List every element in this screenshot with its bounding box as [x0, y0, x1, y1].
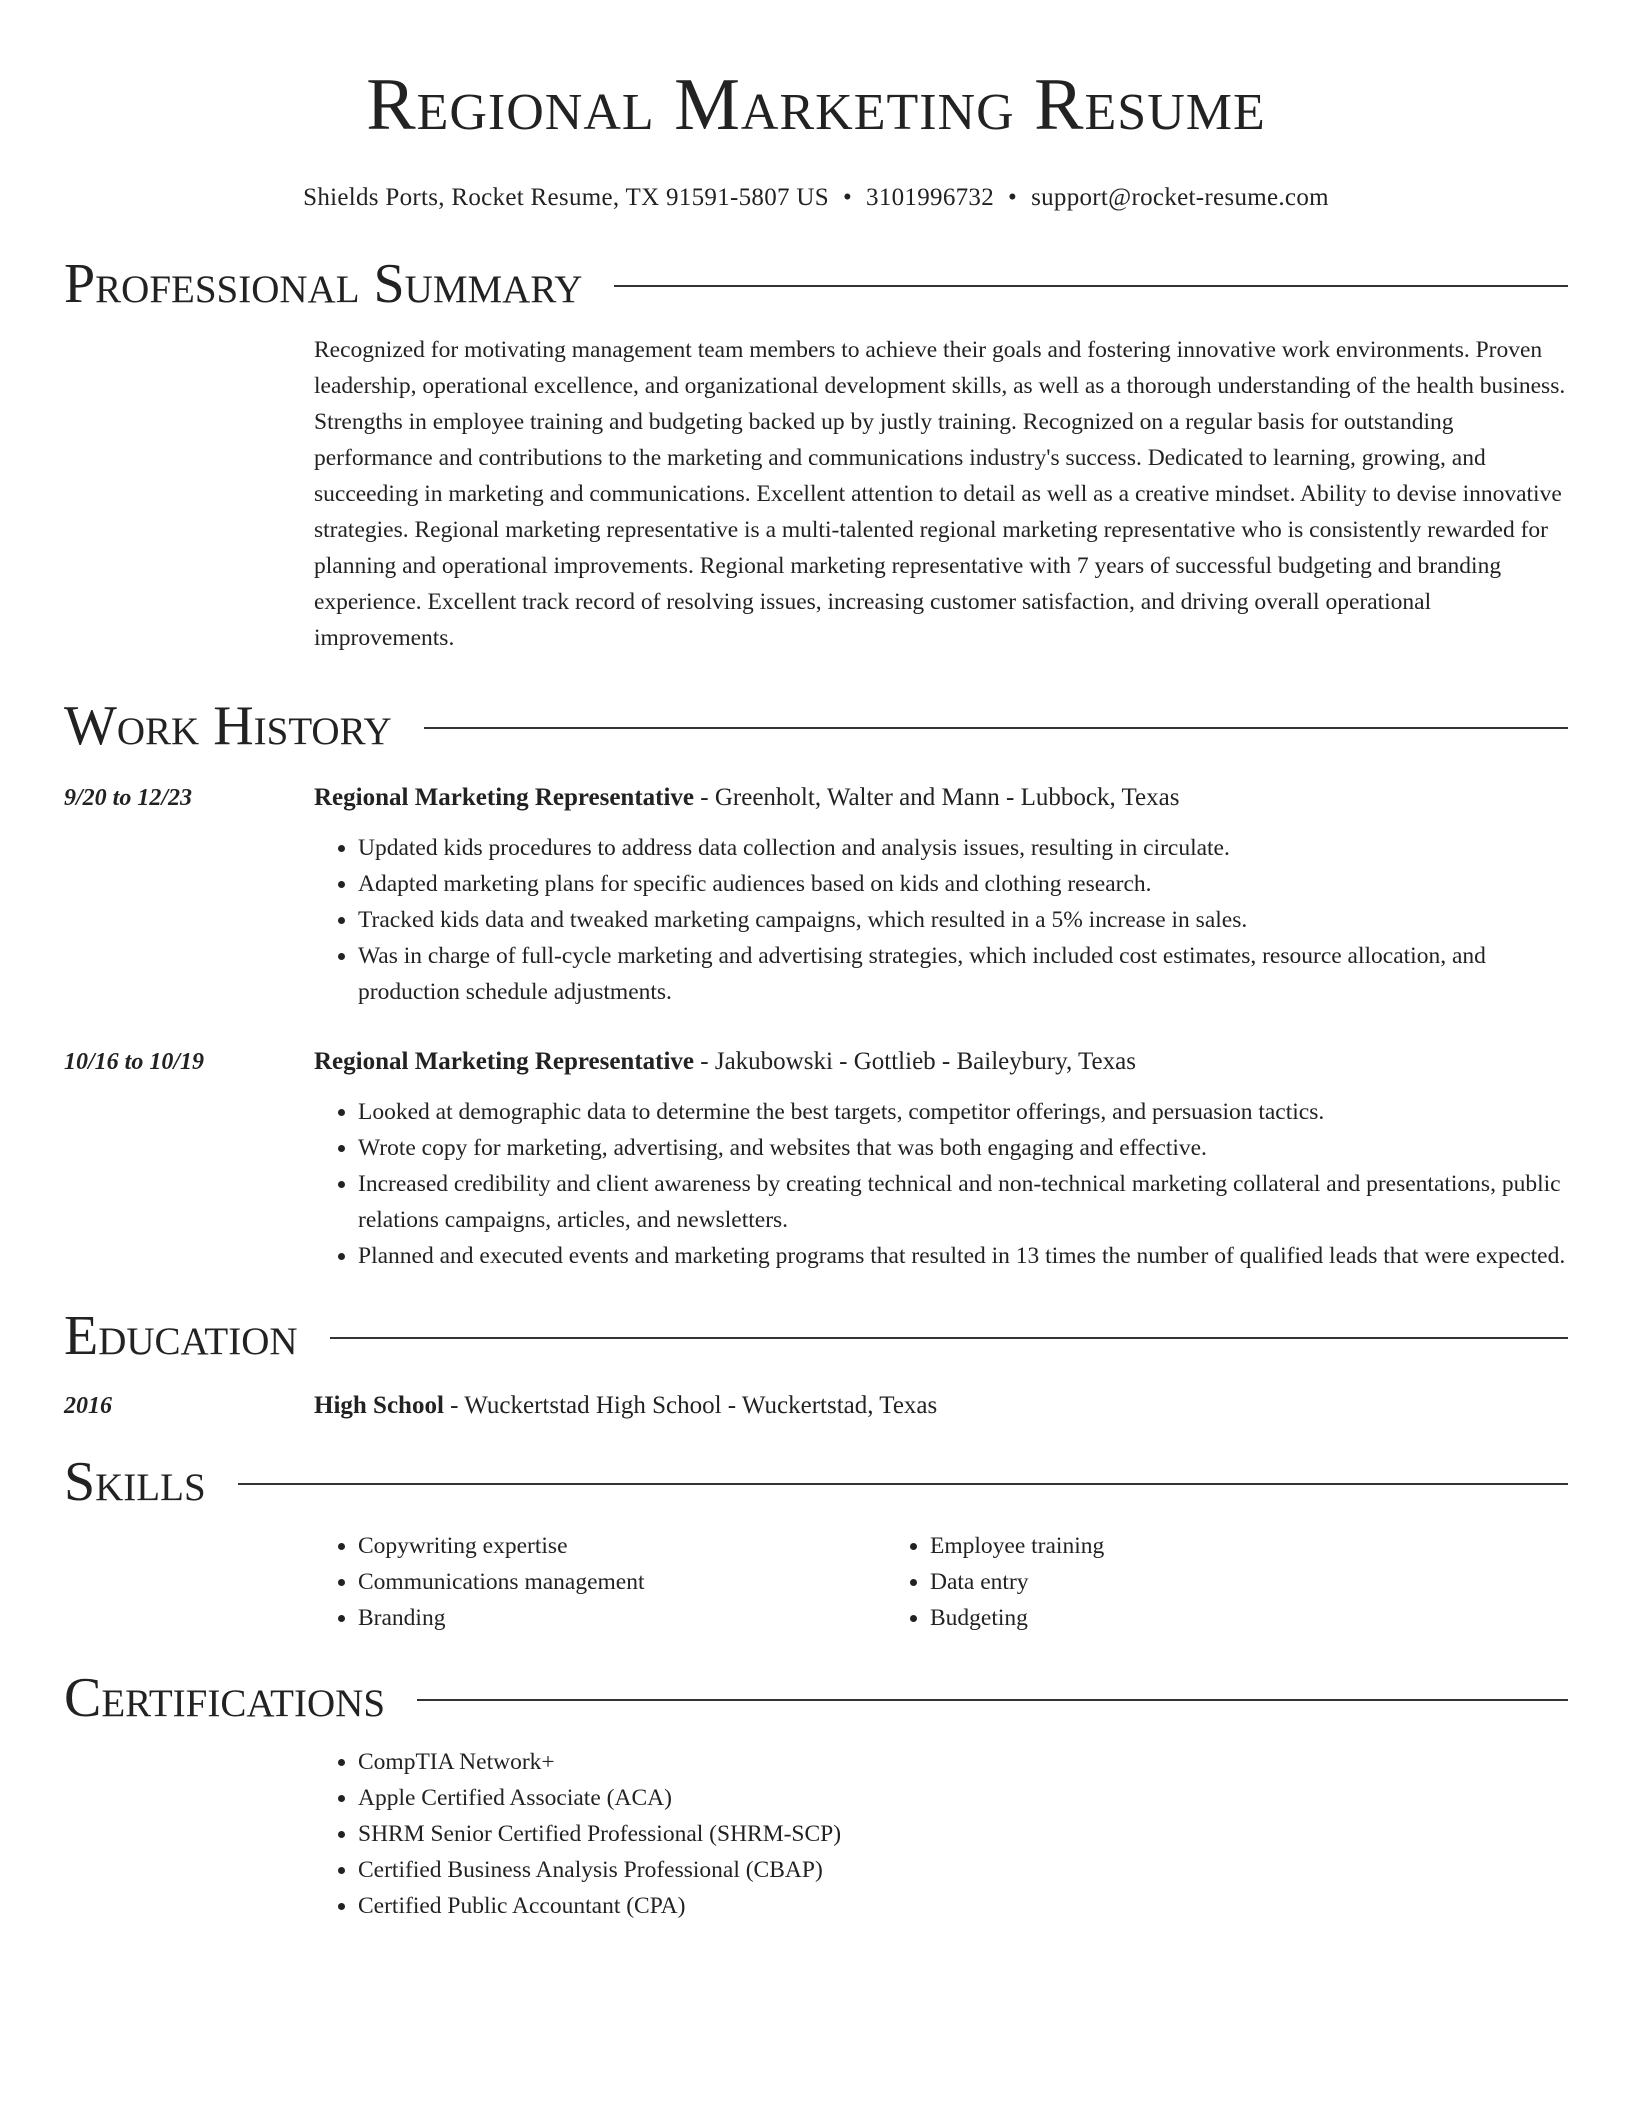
- job-detail: [314, 1044, 1568, 1274]
- certifications-heading: Certifications: [64, 1667, 386, 1729]
- job-title-line: [314, 780, 1568, 816]
- job-detail: [314, 780, 1568, 1010]
- education-detail: [314, 1388, 1568, 1424]
- summary-section-header: [64, 252, 1568, 316]
- skill-item: • Copywriting expertise: [358, 1528, 886, 1564]
- certification-item: • SHRM Senior Certified Professional (SHRM-SCP): [358, 1816, 1568, 1852]
- skill-item: • Data entry: [930, 1564, 1458, 1600]
- resume-title: Regional Marketing Resume: [366, 64, 1266, 146]
- education-degree: High School: [314, 1392, 444, 1419]
- job-entry: [64, 1044, 1568, 1274]
- work-heading: Work History: [64, 695, 392, 757]
- work-section-header: [64, 694, 1568, 758]
- certification-item: • CompTIA Network+: [358, 1744, 1568, 1780]
- job-company: - Greenholt, Walter and Mann - Lubbock, Texas: [694, 784, 1180, 811]
- job-dates: 9/20 to 12/23: [64, 785, 193, 811]
- skills-column-right: [886, 1528, 1458, 1636]
- summary-heading: Professional Summary: [64, 253, 583, 315]
- certifications-bullets: [314, 1744, 1568, 1924]
- job-bullet: • Planned and executed events and marketing programs that resulted in 13 times the number of qualified leads that were expected.: [358, 1238, 1568, 1274]
- section-divider: [614, 285, 1568, 287]
- skills-list: [314, 1528, 1568, 1636]
- certifications-section-header: [64, 1666, 1568, 1730]
- section-divider: [417, 1699, 1568, 1701]
- certification-item: • Certified Public Accountant (CPA): [358, 1888, 1568, 1924]
- contact-phone: 3101996732: [866, 184, 995, 211]
- job-bullet: • Looked at demographic data to determine the best targets, competitor offerings, and persuasion tactics.: [358, 1094, 1568, 1130]
- job-company: - Jakubowski - Gottlieb - Baileybury, Texas: [694, 1048, 1136, 1075]
- contact-separator: •: [1008, 184, 1018, 211]
- job-bullet: • Updated kids procedures to address data collection and analysis issues, resulting in circulate.: [358, 830, 1568, 866]
- job-bullet: • Increased credibility and client awareness by creating technical and non-technical marketing collateral and presentations, public relations campaigns, articles, and newsletters.: [358, 1166, 1568, 1238]
- contact-email[interactable]: support@rocket-resume.com: [1031, 184, 1329, 211]
- education-entry: [64, 1388, 1568, 1424]
- job-title-line: [314, 1044, 1568, 1080]
- contact-separator: •: [842, 184, 853, 211]
- skills-column-left: [314, 1528, 886, 1636]
- education-section-header: [64, 1304, 1568, 1368]
- skills-section-header: [64, 1450, 1568, 1514]
- job-entry: [64, 780, 1568, 1010]
- job-bullets: [314, 830, 1568, 1010]
- contact-line: [64, 182, 1568, 214]
- certification-item: • Certified Business Analysis Professional (CBAP): [358, 1852, 1568, 1888]
- skill-item: • Budgeting: [930, 1600, 1458, 1636]
- certification-item: • Apple Certified Associate (ACA): [358, 1780, 1568, 1816]
- job-dates: 10/16 to 10/19: [64, 1049, 205, 1075]
- job-bullet: • Tracked kids data and tweaked marketing campaigns, which resulted in a 5% increase in sales.: [358, 902, 1568, 938]
- job-title: Regional Marketing Representative: [314, 1048, 695, 1075]
- job-bullet: • Wrote copy for marketing, advertising, and websites that was both engaging and effective.: [358, 1130, 1568, 1166]
- skill-item: • Employee training: [930, 1528, 1458, 1564]
- job-bullets: [314, 1094, 1568, 1274]
- education-heading: Education: [64, 1305, 298, 1367]
- skill-item: • Branding: [358, 1600, 886, 1636]
- education-line: [314, 1388, 1568, 1424]
- education-school: - Wuckertstad High School - Wuckertstad, Texas: [443, 1392, 938, 1419]
- skills-heading: Skills: [64, 1451, 206, 1513]
- job-bullet: • Was in charge of full-cycle marketing and advertising strategies, which included cost estimates, resource allocation, and production schedule adjustments.: [358, 938, 1568, 1010]
- contact-address: Shields Ports, Rocket Resume, TX 91591-5807 US: [303, 184, 829, 211]
- section-divider: [238, 1483, 1568, 1485]
- certifications-list: [314, 1744, 1568, 1924]
- job-title: Regional Marketing Representative: [314, 784, 695, 811]
- section-divider: [330, 1337, 1568, 1339]
- job-bullet: • Adapted marketing plans for specific audiences based on kids and clothing research.: [358, 866, 1568, 902]
- section-divider: [424, 727, 1568, 729]
- education-year: 2016: [64, 1393, 112, 1419]
- summary-text: Recognized for motivating management team members to achieve their goals and fostering innovative work environments. Proven leadership, operational excellence, and organizational development skills, as well as a thorough understanding of the health business. Strengths in employee training and budgeting backed up by justly training. Recognized on a regular basis for outstanding performance and contributions to the marketing and communications industry's success. Dedicated to learning, growing, and succeeding in marketing and communications. Excellent attention to detail as well as a creative mindset. Ability to devise innovative strategies. Regional marketing representative is a multi-talented regional marketing representative who is consistently rewarded for planning and operational improvements. Regional marketing representative with 7 years of successful budgeting and branding experience. Excellent track record of resolving issues, increasing customer satisfaction, and driving overall operational improvements.: [314, 337, 1566, 651]
- skill-item: • Communications management: [358, 1564, 886, 1600]
